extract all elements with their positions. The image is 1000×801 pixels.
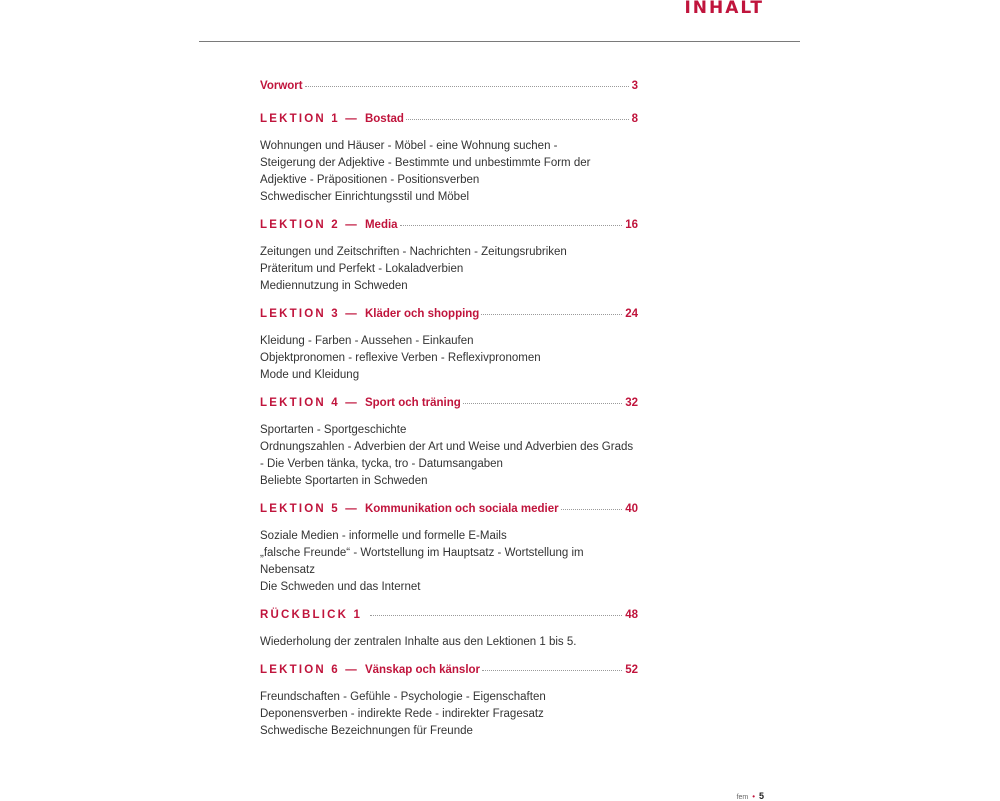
footer-book-name: fem xyxy=(736,794,749,801)
dotted-leader xyxy=(406,119,629,120)
toc-title: Media xyxy=(364,219,398,231)
toc-description xyxy=(260,528,638,596)
toc-description-line: Objektpronomen - reflexive Verben - Reflexivpronomen xyxy=(260,352,541,364)
toc-page-number: 8 xyxy=(631,113,638,125)
toc-description-line: Steigerung der Adjektive - Bestimmte und unbestimmte Form der xyxy=(260,157,591,169)
toc-description xyxy=(260,634,638,651)
toc-page-number: 52 xyxy=(625,664,638,676)
toc-title: Vänskap och känslor xyxy=(364,664,481,676)
toc-description-line: Schwedischer Einrichtungsstil und Möbel xyxy=(260,191,470,203)
toc-page-number: 32 xyxy=(625,397,638,409)
toc-lesson-label: RÜCKBLICK 1 xyxy=(260,609,363,621)
header-divider xyxy=(199,41,800,42)
toc-lesson-label: LEKTION 5 — xyxy=(260,503,359,515)
toc-description-line: - Die Verben tänka, tycka, tro - Datumsangaben xyxy=(260,458,503,470)
toc-description-line: Mediennutzung in Schweden xyxy=(260,280,408,292)
toc-page-number: 24 xyxy=(625,308,638,320)
toc-description xyxy=(260,138,638,206)
dotted-leader xyxy=(481,314,622,315)
toc-lesson-label: LEKTION 1 — xyxy=(260,113,359,125)
toc-description-line: Beliebte Sportarten in Schweden xyxy=(260,475,428,487)
dotted-leader xyxy=(463,403,622,404)
toc-entry-lektion-3[interactable] xyxy=(260,308,638,384)
toc-heading[interactable] xyxy=(260,308,638,325)
toc-heading[interactable] xyxy=(260,609,638,626)
toc-title: Vorwort xyxy=(260,80,303,92)
toc-entry-lektion-4[interactable] xyxy=(260,397,638,490)
footer-page-number: 5 xyxy=(758,791,764,801)
toc-title: Bostad xyxy=(364,113,404,125)
toc-page-number: 16 xyxy=(625,219,638,231)
toc-description-line: Kleidung - Farben - Aussehen - Einkaufen xyxy=(260,335,474,347)
toc-description-line: Wohnungen und Häuser - Möbel - eine Wohnung suchen - xyxy=(260,140,558,152)
toc-title: Sport och träning xyxy=(364,397,461,409)
toc-description-line: Freundschaften - Gefühle - Psychologie - Eigenschaften xyxy=(260,691,546,703)
toc-title: Kläder och shopping xyxy=(364,308,480,320)
toc-entry-lektion-1[interactable] xyxy=(260,113,638,206)
toc-description-line: Wiederholung der zentralen Inhalte aus den Lektionen 1 bis 5. xyxy=(260,636,577,648)
toc-description-line: Deponensverben - indirekte Rede - indirekter Fragesatz xyxy=(260,708,544,720)
footer-separator: • xyxy=(752,792,756,801)
toc-description-line: Zeitungen und Zeitschriften - Nachrichten - Zeitungsrubriken xyxy=(260,246,567,258)
dotted-leader xyxy=(305,86,629,87)
toc-entry-lektion-6[interactable] xyxy=(260,664,638,740)
toc-description-line: „falsche Freunde“ - Wortstellung im Hauptsatz - Wortstellung im xyxy=(260,547,584,559)
toc-description-line: Nebensatz xyxy=(260,564,315,576)
toc-description-line: Adjektive - Präpositionen - Positionsverben xyxy=(260,174,480,186)
toc-description xyxy=(260,244,638,295)
toc-page-number: 48 xyxy=(625,609,638,621)
toc-page-number: 3 xyxy=(631,80,638,92)
toc-description xyxy=(260,333,638,384)
toc-page-number: 40 xyxy=(625,503,638,515)
toc-heading[interactable] xyxy=(260,80,638,97)
toc-title: Kommunikation och sociala medier xyxy=(364,503,559,515)
toc-heading[interactable] xyxy=(260,397,638,414)
toc-entry-rueckblick-1[interactable] xyxy=(260,609,638,651)
toc-description-line: Die Schweden und das Internet xyxy=(260,581,421,593)
toc-lesson-label: LEKTION 4 — xyxy=(260,397,359,409)
toc-description-line: Präteritum und Perfekt - Lokaladverbien xyxy=(260,263,464,275)
toc-heading[interactable] xyxy=(260,113,638,130)
dotted-leader xyxy=(400,225,623,226)
toc-heading[interactable] xyxy=(260,219,638,236)
toc-description-line: Mode und Kleidung xyxy=(260,369,360,381)
toc-lesson-label: LEKTION 3 — xyxy=(260,308,359,320)
toc-description-line: Soziale Medien - informelle und formelle E-Mails xyxy=(260,530,507,542)
toc-entry-lektion-2[interactable] xyxy=(260,219,638,295)
toc-description xyxy=(260,689,638,740)
toc-lesson-label: LEKTION 2 — xyxy=(260,219,359,231)
toc-entry-lektion-5[interactable] xyxy=(260,503,638,596)
toc-description xyxy=(260,422,638,490)
toc-heading[interactable] xyxy=(260,503,638,520)
dotted-leader xyxy=(561,509,623,510)
toc-description-line: Schwedische Bezeichnungen für Freunde xyxy=(260,725,473,737)
dotted-leader xyxy=(370,615,622,616)
toc-heading[interactable] xyxy=(260,664,638,681)
toc-description-line: Ordnungszahlen - Adverbien der Art und Weise und Adverbien des Grads xyxy=(260,441,634,453)
toc-entry-vorwort[interactable] xyxy=(260,80,638,97)
toc-description-line: Sportarten - Sportgeschichte xyxy=(260,424,407,436)
toc-lesson-label: LEKTION 6 — xyxy=(260,664,359,676)
dotted-leader xyxy=(482,670,622,671)
page-title: INHALT xyxy=(684,0,764,18)
